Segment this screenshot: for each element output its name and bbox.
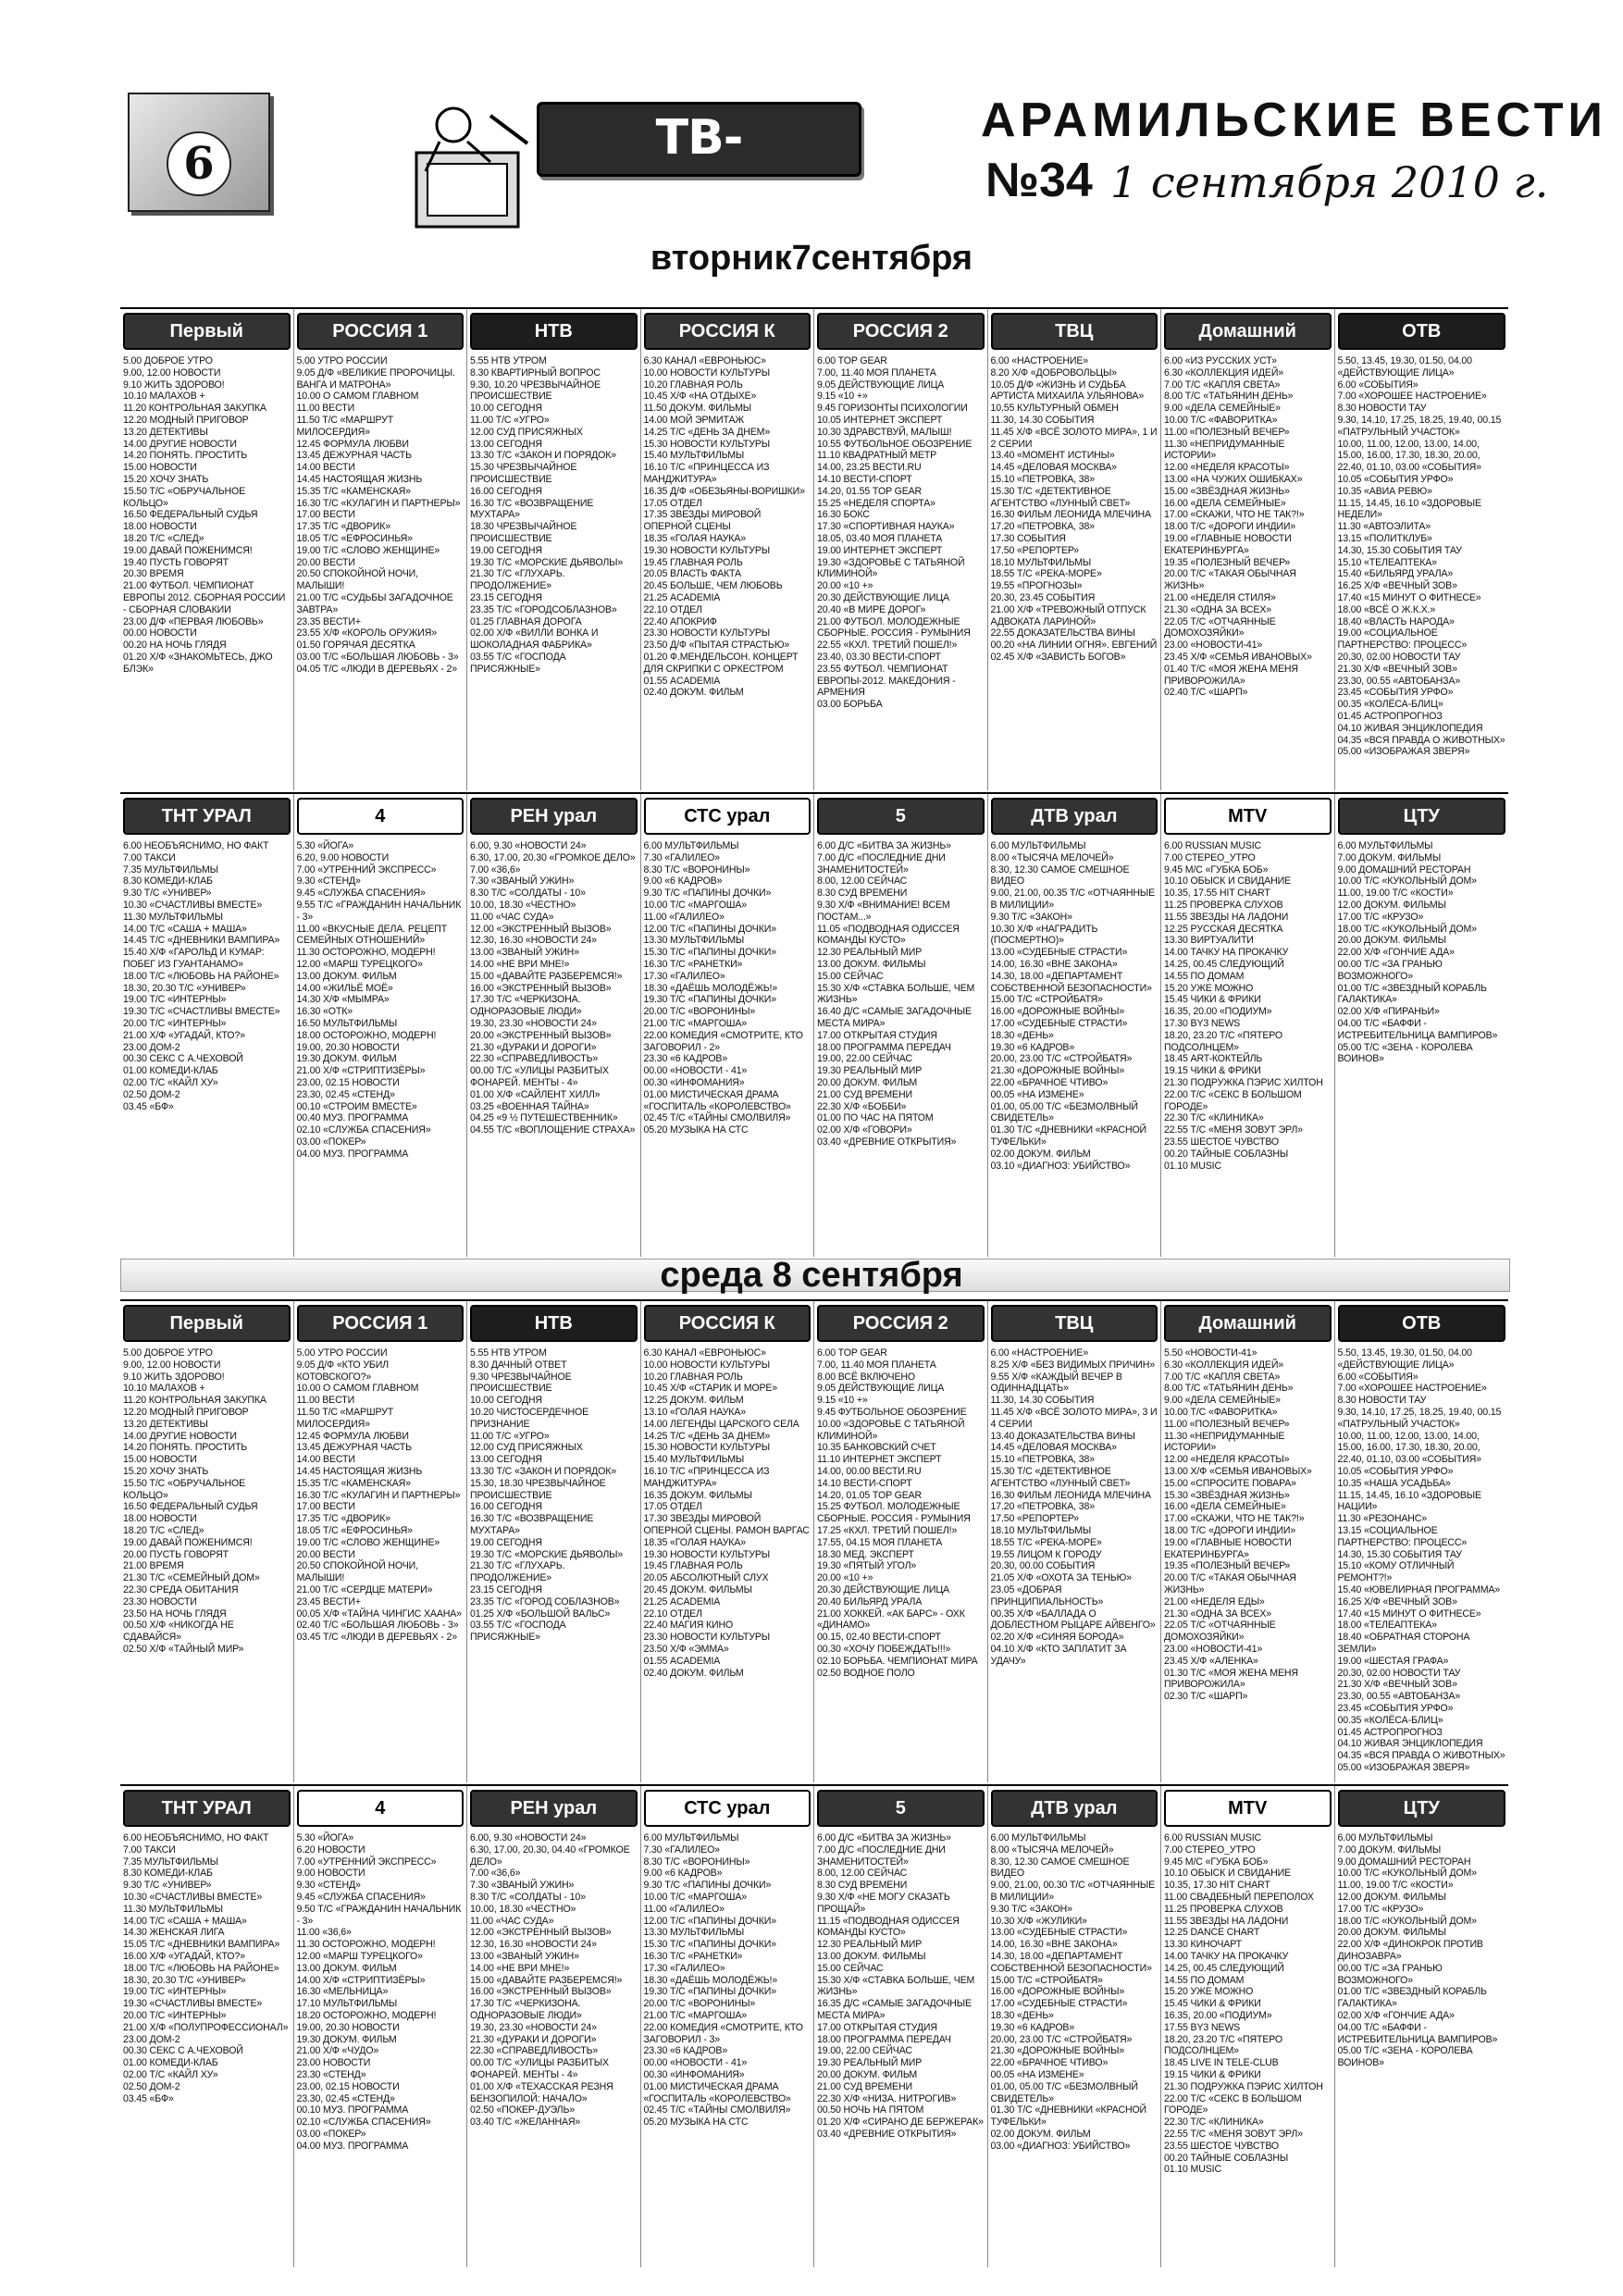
channel-column (988, 794, 1162, 1257)
channel-column (641, 309, 815, 790)
program-list: 6.00 «ИЗ РУССКИХ УСТ» 6.30 «КОЛЛЕКЦИЯ ИДЕЙ» 7.00 Т/С «КАПЛЯ СВЕТА» 8.00 Т/С «ТАТЬЯНИН ДЕНЬ» 9.00 «ДЕЛА СЕМЕЙНЫЕ» 10.00 Т/С «ФАВОРИТКА» 11.00 «ПОЛЕЗНЫЙ ВЕЧЕР» 11.30 «НЕПРИДУМАННЫЕ ИСТОРИИ» 12.00 «НЕДЕЛЯ КРАСОТЫ» 13.00 «НА ЧУЖИХ ОШИБКАХ» 15.00 «ЗВЁЗДНАЯ ЖИЗНЬ» 16.00 «ДЕЛА СЕМЕЙНЫЕ» 17.00 «СКАЖИ, ЧТО НЕ ТАК?!» 18.00 Т/С «ДОРОГИ ИНДИИ» 19.00 «ГЛАВНЫЕ НОВОСТИ ЕКАТЕРИНБУРГА» 19.35 «ПОЛЕЗНЫЙ ВЕЧЕР» 20.00 Т/С «ТАКАЯ ОБЫЧНАЯ ЖИЗНЬ» 21.00 «НЕДЕЛЯ СТИЛЯ» 21.30 «ОДНА ЗА ВСЕХ» 22.05 Т/С «ОТЧАЯННЫЕ ДОМОХОЗЯЙКИ» 23.00 «НОВОСТИ-41» 23.45 Х/Ф «СЕМЬЯ ИВАНОВЫХ» 01.40 Т/С «МОЯ ЖЕНА МЕНЯ ПРИВОРОЖИЛА» 02.40 Т/С «ШАРП» (1164, 355, 1312, 699)
channel-column (1161, 1301, 1335, 1782)
program-list: 6.00 RUSSIAN MUSIC 7.00 СТЕРЕО_УТРО 9.45 М/С «ГУБКА БОБ» 10.10 ОБЫСК И СВИДАНИЕ 10.35, 17.55 HIT CHART 11.25 ПРОВЕРКА СЛУХОВ 11.55 ЗВЕЗДЫ НА ЛАДОНИ 12.25 РУССКАЯ ДЕСЯТКА 13.30 ВИРТУАЛИТИ 14.00 ТАЧКУ НА ПРОКАЧКУ 14.25, 00.45 СЛЕДУЮЩИЙ 14.55 ПО ДОМАМ 15.20 УЖЕ МОЖНО 15.45 ЧИКИ & ФРИКИ 16.35, 20.00 «ПОДИУМ» 17.30 BY3 NEWS 18.20, 23.20 Т/С «ПЯТЕРО ПОДСОЛНЦЕМ» 18.45 ART-КОКТЕЙЛЬ 19.15 ЧИКИ & ФРИКИ 21.30 ПОДРУЖКА ПЭРИС ХИЛТОН 22.00 Т/С «СЕКС В БОЛЬШОМ ГОРОДЕ» 22.30 Т/С «КЛИНИКА» 22.55 Т/С «МЕНЯ ЗОВУТ ЭРЛ» 23.55 ШЕСТОЕ ЧУВСТВО 00.20 ТАЙНЫЕ СОБЛАЗНЫ 01.10 MUSIC (1164, 840, 1323, 1172)
schedule-grid-bottom (120, 1784, 1508, 2267)
program-list: 5.50, 13.45, 19.30, 01.50, 04.00 «ДЕЙСТВУЮЩИЕ ЛИЦА» 6.00 «СОБЫТИЯ» 7.00 «ХОРОШЕЕ НАСТРОЕНИЕ» 8.30 НОВОСТИ ТАУ 9.30, 14.10, 17.25, 18.25, 19.40, 00.15 «ПАТРУЛЬНЫЙ УЧАСТОК» 10.00, 11.00, 12.00, 13.00, 14.00, 15.00, 16.00, 17.30, 18.30, 20.00, 22.40, 01.10, 03.00 «СОБЫТИЯ» 10.05 «СОБЫТИЯ УРФО» 10.35 «АВИА РЕВЮ» 11.15, 14.45, 16.10 «ЗДОРОВЫЕ НЕДЕЛИ» 11.30 «АВТОЭЛИТА» 13.15 «ПОЛИТКЛУБ» 14.30, 15.30 СОБЫТИЯ ТАУ 15.10 «ТЕЛЕАПТЕКА» 15.40 «БИЛЬЯРД УРАЛА» 16.25 Х/Ф «ВЕЧНЫЙ ЗОВ» 17.40 «15 МИНУТ О ФИТНЕСЕ» 18.00 «ВСЁ О Ж.К.Х.» 18.40 «ВЛАСТЬ НАРОДА» 19.00 «СОЦИАЛЬНОЕ ПАРТНЕРСТВО: ПРОЦЕСС» 20.30, 02.00 НОВОСТИ ТАУ 21.30 Х/Ф «ВЕЧНЫЙ ЗОВ» 23.30, 00.55 «АВТОБАНЗА» 23.45 «СОБЫТИЯ УРФО» 00.35 «КОЛЁСА-БЛИЦ» 01.45 АСТРОПРОГНОЗ 04.10 ЖИВАЯ ЭНЦИКЛОПЕДИЯ 04.35 «ВСЯ ПРАВДА О ЖИВОТНЫХ» 05.00 «ИЗОБРАЖАЯ ЗВЕРЯ» (1337, 355, 1505, 758)
channel-logo: НТВ (470, 1305, 638, 1342)
schedule-grid-top (120, 1299, 1508, 1782)
program-list: 6.00 Д/С «БИТВА ЗА ЖИЗНЬ» 7.00 Д/С «ПОСЛЕДНИЕ ДНИ ЗНАМЕНИТОСТЕЙ» 8.00, 12.00 СЕЙЧАС 8.30 СУД ВРЕМЕНИ 9.30 Х/Ф «ВНИМАНИЕ! ВСЕМ ПОСТАМ...» 11.05 «ПОДВОДНАЯ ОДИССЕЯ КОМАНДЫ КУСТО» 12.30 РЕАЛЬНЫЙ МИР 13.00 ДОКУМ. ФИЛЬМЫ 15.00 СЕЙЧАС 15.30 Х/Ф «СТАВКА БОЛЬШЕ, ЧЕМ ЖИЗНЬ» 16.40 Д/С «САМЫЕ ЗАГАДОЧНЫЕ МЕСТА МИРА» 17.00 ОТКРЫТАЯ СТУДИЯ 18.00 ПРОГРАММА ПЕРЕДАЧ 19.00, 22.00 СЕЙЧАС 19.30 РЕАЛЬНЫЙ МИР 20.00 ДОКУМ. ФИЛЬМ 21.00 СУД ВРЕМЕНИ 22.30 Х/Ф «БОББИ» 01.00 ПО ЧАС НА ПЯТОМ 02.00 Х/Ф «ГОВОРИ» 03.40 «ДРЕВНИЕ ОТКРЫТИЯ» (817, 840, 975, 1148)
channel-logo: MTV (1164, 1790, 1332, 1827)
channel-column (988, 1786, 1162, 2267)
page-number: 6 (167, 131, 231, 196)
program-list: 6.00 RUSSIAN MUSIC 7.00 СТЕРЕО_УТРО 9.45 М/С «ГУБКА БОБ» 10.10 ОБЫСК И СВИДАНИЕ 10.35, 17.30 HIT CHART 11.00 СВАДЕБНЫЙ ПЕРЕПОЛОХ 11.25 ПРОВЕРКА СЛУХОВ 11.55 ЗВЕЗДЫ НА ЛАДОНИ 12.25 DANCE CHART 13.30 КИНОЧАРТ 14.00 ТАЧКУ НА ПРОКАЧКУ 14.25, 00.45 СЛЕДУЮЩИЙ 14.55 ПО ДОМАМ 15.20 УЖЕ МОЖНО 15.45 ЧИКИ & ФРИКИ 16.35, 20.00 «ПОДИУМ» 17.55 BY3 NEWS 18.20, 23.20 Т/С «ПЯТЕРО ПОДСОЛНЦЕМ» 18.45 LIVE IN TELE-CLUB 19.15 ЧИКИ & ФРИКИ 21.30 ПОДРУЖКА ПЭРИС ХИЛТОН 22.00 Т/С «СЕКС В БОЛЬШОМ ГОРОДЕ» 22.30 Т/С «КЛИНИКА» 22.55 Т/С «МЕНЯ ЗОВУТ ЭРЛ» 23.55 ШЕСТОЕ ЧУВСТВО 00.20 ТАЙНЫЕ СОБЛАЗНЫ 01.10 MUSIC (1164, 1832, 1323, 2176)
channel-logo: ЦТУ (1338, 1790, 1506, 1827)
channel-column (641, 794, 815, 1257)
channel-column (1161, 1786, 1335, 2267)
channel-logo: СТС урал (644, 1790, 812, 1827)
program-list: 6.00, 9.30 «НОВОСТИ 24» 6.30, 17.00, 20.30 «ГРОМКОЕ ДЕЛО» 7.00 «36,6» 7.30 «ЗВАНЫЙ УЖИН» 8.30 Т/С «СОЛДАТЫ - 10» 10.00, 18.30 «ЧЕСТНО» 11.00 «ЧАС СУДА» 12.00 «ЭКСТРЕННЫЙ ВЫЗОВ» 12.30, 16.30 «НОВОСТИ 24» 13.00 «ЗВАНЫЙ УЖИН» 14.00 «НЕ ВРИ МНЕ!» 15.00 «ДАВАЙТЕ РАЗБЕРЕМСЯ!» 16.00 «ЭКСТРЕННЫЙ ВЫЗОВ» 17.30 Т/С «ЧЕРКИЗОНА. ОДНОРАЗОВЫЕ ЛЮДИ» 19.30, 23.30 «НОВОСТИ 24» 20.00 «ЭКСТРЕННЫЙ ВЫЗОВ» 21.30 «ДУРАКИ И ДОРОГИ» 22.30 «СПРАВЕДЛИВОСТЬ» 00.00 Т/С «УЛИЦЫ РАЗБИТЫХ ФОНАРЕЙ. МЕНТЫ - 4» 01.00 Х/Ф «САЙЛЕНТ ХИЛЛ» 03.25 «ВОЕННАЯ ТАЙНА» 04.25 «9 ½ ПУТЕШЕСТВЕННИК» 04.55 Т/С «ВОПЛОЩЕНИЕ СТРАХА» (470, 840, 636, 1136)
program-list: 5.30 «ЙОГА» 6.20, 9.00 НОВОСТИ 7.00 «УТРЕННИЙ ЭКСПРЕСС» 9.30 «СТЕНД» 9.45 «СЛУЖБА СПАСЕНИЯ» 9.55 Т/С «ГРАЖДАНИН НАЧАЛЬНИК - 3» 11.00 «ВКУСНЫЕ ДЕЛА. РЕЦЕПТ СЕМЕЙНЫХ ОТНОШЕНИЙ» 11.30 ОСТОРОЖНО, МОДЕРН! 12.00 «МАРШ ТУРЕЦКОГО» 13.00 ДОКУМ. ФИЛЬМ 14.00 «ЖИЛЬЁ МОЁ» 14.30 Х/Ф «МЫМРА» 16.30 «ОТК» 16.50 МУЛЬТФИЛЬМЫ 18.00 ОСТОРОЖНО, МОДЕРН! 19.00, 20.30 НОВОСТИ 19.30 ДОКУМ. ФИЛЬМ 21.00 Х/Ф «СТРИПТИЗЁРЫ» 23.00, 02.15 НОВОСТИ 23.30, 02.45 «СТЕНД» 00.10 «СТРОИМ ВМЕСТЕ» 00.40 МУЗ. ПРОГРАММА 02.10 «СЛУЖБА СПАСЕНИЯ» 03.00 «ПОКЕР» 04.00 МУЗ. ПРОГРАММА (296, 840, 462, 1160)
channel-logo: Первый (123, 313, 291, 350)
channel-logo: ДТВ урал (991, 798, 1158, 835)
channel-column (294, 794, 468, 1257)
channel-logo: РЕН урал (470, 1790, 638, 1827)
channel-logo: ЦТУ (1338, 798, 1506, 835)
channel-column (814, 309, 988, 790)
channel-logo: MTV (1164, 798, 1332, 835)
channel-logo: СТС урал (644, 798, 812, 835)
channel-column (641, 1786, 815, 2267)
channel-logo: 4 (297, 798, 465, 835)
channel-column (1335, 1301, 1509, 1782)
channel-column (467, 1301, 641, 1782)
channel-column (467, 309, 641, 790)
channel-logo: РОССИЯ К (644, 1305, 812, 1342)
program-list: 5.50, 13.45, 19.30, 01.50, 04.00 «ДЕЙСТВУЮЩИЕ ЛИЦА» 6.00 «СОБЫТИЯ» 7.00 «ХОРОШЕЕ НАСТРОЕНИЕ» 8.30 НОВОСТИ ТАУ 9.30, 14.10, 17.25, 18.25, 19.40, 00.15 «ПАТРУЛЬНЫЙ УЧАСТОК» 10.00, 11.00, 12.00, 13.00, 14.00, 15.00, 16.00, 17.30, 18.30, 20.00, 22.40, 01.10, 03.00 «СОБЫТИЯ» 10.05 «СОБЫТИЯ УРФО» 10.35 «НАША УСАДЬБА» 11.15, 14.45, 16.10 «ЗДОРОВЫЕ НАЦИИ» 11.30 «РЕЗОНАНС» 13.15 «СОЦИАЛЬНОЕ ПАРТНЕРСТВО: ПРОЦЕСС» 14.30, 15.30 СОБЫТИЯ ТАУ 15.10 «КОМУ ОТЛИЧНЫЙ РЕМОНТ?!» 15.40 «ЮВЕЛИРНАЯ ПРОГРАММА» 16.25 Х/Ф «ВЕЧНЫЙ ЗОВ» 17.40 «15 МИНУТ О ФИТНЕСЕ» 18.00 «ТЕЛЕАПТЕКА» 18.40 «ОБРАТНАЯ СТОРОНА ЗЕМЛИ» 19.00 «ШЕСТАЯ ГРАФА» 20.30, 02.00 НОВОСТИ ТАУ 21.30 Х/Ф «ВЕЧНЫЙ ЗОВ» 23.30, 00.55 «АВТОБАНЗА» 23.45 «СОБЫТИЯ УРФО» 00.35 «КОЛЁСА-БЛИЦ» 01.45 АСТРОПРОГНОЗ 04.10 ЖИВАЯ ЭНЦИКЛОПЕДИЯ 04.35 «ВСЯ ПРАВДА О ЖИВОТНЫХ» 05.00 «ИЗОБРАЖАЯ ЗВЕРЯ» (1337, 1347, 1505, 1773)
program-list: 6.30 КАНАЛ «ЕВРОНЬЮС» 10.00 НОВОСТИ КУЛЬТУРЫ 10.20 ГЛАВНАЯ РОЛЬ 10.45 Х/Ф «СТАРИК И МОРЕ» 12.25 ДОКУМ. ФИЛЬМ 13.10 «ГОЛАЯ НАУКА» 14.00 ЛЕГЕНДЫ ЦАРСКОГО СЕЛА 14.25 Т/С «ДЕНЬ ЗА ДНЕМ» 15.30 НОВОСТИ КУЛЬТУРЫ 15.40 МУЛЬТФИЛЬМЫ 16.10 Т/С «ПРИНЦЕССА ИЗ МАНДЖИТУРА» 16.35 ДОКУМ. ФИЛЬМЫ 17.05 ОТДЕЛ 17.30 ЗВЕЗДЫ МИРОВОЙ ОПЕРНОЙ СЦЕНЫ. РАМОН ВАРГАС 18.35 «ГОЛАЯ НАУКА» 19.30 НОВОСТИ КУЛЬТУРЫ 19.45 ГЛАВНАЯ РОЛЬ 20.05 АБСОЛЮТНЫЙ СЛУХ 20.45 ДОКУМ. ФИЛЬМЫ 21.25 ACADEMIA 22.10 ОТДЕЛ 22.40 МАГИЯ КИНО 23.30 НОВОСТИ КУЛЬТУРЫ 23.50 Х/Ф «ЭММА» 01.55 ACADEMIA 02.40 ДОКУМ. ФИЛЬМ (643, 1347, 810, 1679)
day-title: среда 8 сентября (660, 1256, 963, 1295)
program-list: 6.00 МУЛЬТФИЛЬМЫ 7.30 «ГАЛИЛЕО» 8.30 Т/С «ВОРОНИНЫ» 9.00 «6 КАДРОВ» 9.30 Т/С «ПАПИНЫ ДОЧКИ» 10.00 Т/С «МАРГОША» 11.00 «ГАЛИЛЕО» 12.00 Т/С «ПАПИНЫ ДОЧКИ» 13.30 МУЛЬТФИЛЬМЫ 15.30 Т/С «ПАПИНЫ ДОЧКИ» 16.30 Т/С «РАНЕТКИ» 17.30 «ГАЛИЛЕО» 18.30 «ДАЁШЬ МОЛОДЁЖЬ!» 19.30 Т/С «ПАПИНЫ ДОЧКИ» 20.00 Т/С «ВОРОНИНЫ» 21.00 Т/С «МАРГОША» 22.00 КОМЕДИЯ «СМОТРИТЕ, КТО ЗАГОВОРИЛ - 3» 23.30 «6 КАДРОВ» 00.00 «НОВОСТИ - 41» 00.30 «ИНФОМАНИЯ» 01.00 МИСТИЧЕСКАЯ ДРАМА «ГОСПИТАЛЬ «КОРОЛЕВСТВО» 02.45 Т/С «ТАЙНЫ СМОЛВИЛЯ» 05.20 МУЗЫКА НА СТС (643, 1832, 803, 2128)
program-list: 5.55 НТВ УТРОМ 8.30 КВАРТИРНЫЙ ВОПРОС 9.30, 10.20 ЧРЕЗВЫЧАЙНОЕ ПРОИСШЕСТВИЕ 10.00 СЕГОДНЯ 11.00 Т/С «УГРО» 12.00 СУД ПРИСЯЖНЫХ 13.00 СЕГОДНЯ 13.30 Т/С «ЗАКОН И ПОРЯДОК» 15.30 ЧРЕЗВЫЧАЙНОЕ ПРОИСШЕСТВИЕ 16.00 СЕГОДНЯ 16.30 Т/С «ВОЗВРАЩЕНИЕ МУХТАРА» 18.30 ЧРЕЗВЫЧАЙНОЕ ПРОИСШЕСТВИЕ 19.00 СЕГОДНЯ 19.30 Т/С «МОРСКИЕ ДЬЯВОЛЫ» 21.30 Т/С «ГЛУХАРЬ. ПРОДОЛЖЕНИЕ» 23.15 СЕГОДНЯ 23.35 Т/С «ГОРОДСОБЛАЗНОВ» 01.25 ГЛАВНАЯ ДОРОГА 02.00 Х/Ф «ВИЛЛИ ВОНКА И ШОКОЛАДНАЯ ФАБРИКА» 03.55 Т/С «ГОСПОДА ПРИСЯЖНЫЕ» (470, 355, 624, 675)
channel-logo: Домашний (1164, 313, 1332, 350)
channel-column (641, 1301, 815, 1782)
program-list: 6.00 МУЛЬТФИЛЬМЫ 8.00 «ТЫСЯЧА МЕЛОЧЕЙ» 8.30, 12.30 САМОЕ СМЕШНОЕ ВИДЕО 9.00, 21.00, 00.30 Т/С «ОТЧАЯННЫЕ В МИЛИЦИИ» 9.30 Т/С «ЗАКОН» 10.30 Х/Ф «ЖУЛИКИ» 13.00 «СУДЕБНЫЕ СТРАСТИ» 14.00, 16.30 «ВНЕ ЗАКОНА» 14.30, 18.00 «ДЕПАРТАМЕНТ СОБСТВЕННОЙ БЕЗОПАСНОСТИ» 15.00 Т/С «СТРОЙБАТЯ» 16.00 «ДОРОЖНЫЕ ВОЙНЫ» 17.00 «СУДЕБНЫЕ СТРАСТИ» 18.30 «ДЕНЬ» 19.30 «6 КАДРОВ» 20.00, 23.00 Т/С «СТРОЙБАТЯ» 21.30 «ДОРОЖНЫЕ ВОЙНЫ» 22.00 «БРАЧНОЕ ЧТИВО» 00.05 «НА ИЗМЕНЕ» 01.00, 05.00 Т/С «БЕЗМОЛВНЫЙ СВИДЕТЕЛЬ» 01.30 Т/С «ДНЕВНИКИ «КРАСНОЙ ТУФЕЛЬКИ» 02.00 ДОКУМ. ФИЛЬМ 03.00 «ДИАГНОЗ: УБИЙСТВО» (990, 1832, 1156, 2152)
channel-logo: 5 (817, 798, 985, 835)
program-list: 5.55 НТВ УТРОМ 8.30 ДАЧНЫЙ ОТВЕТ 9.30 ЧРЕЗВЫЧАЙНОЕ ПРОИСШЕСТВИЕ 10.00 СЕГОДНЯ 10.20 ЧИСТОСЕРДЕЧНОЕ ПРИЗНАНИЕ 11.00 Т/С «УГРО» 12.00 СУД ПРИСЯЖНЫХ 13.00 СЕГОДНЯ 13.30 Т/С «ЗАКОН И ПОРЯДОК» 15.30, 18.30 ЧРЕЗВЫЧАЙНОЕ ПРОИСШЕСТВИЕ 16.00 СЕГОДНЯ 16.30 Т/С «ВОЗВРАЩЕНИЕ МУХТАРА» 19.00 СЕГОДНЯ 19.30 Т/С «МОРСКИЕ ДЬЯВОЛЫ» 21.30 Т/С «ГЛУХАРЬ. ПРОДОЛЖЕНИЕ» 23.15 СЕГОДНЯ 23.35 Т/С «ГОРОД СОБЛАЗНОВ» 01.25 Х/Ф «БОЛЬШОЙ ВАЛЬС» 03.55 Т/С «ГОСПОДА ПРИСЯЖНЫЕ» (470, 1347, 624, 1644)
channel-column (467, 794, 641, 1257)
channel-column (120, 794, 294, 1257)
tv-illustration-icon (398, 97, 546, 236)
channel-column (814, 1301, 988, 1782)
channel-column (120, 1786, 294, 2267)
channel-column (120, 309, 294, 790)
channel-logo: НТВ (470, 313, 638, 350)
channel-logo: ОТВ (1338, 313, 1506, 350)
channel-logo: РОССИЯ 2 (817, 313, 985, 350)
channel-column (294, 1301, 468, 1782)
issue-number: №34 (985, 154, 1093, 207)
program-list: 5.00 УТРО РОССИИ 9.05 Д/Ф «КТО УБИЛ КОТОВСКОГО?» 10.00 О САМОМ ГЛАВНОМ 11.00 ВЕСТИ 11.50 Т/С «МАРШРУТ МИЛОСЕРДИЯ» 12.45 ФОРМУЛА ЛЮБВИ 13.45 ДЕЖУРНАЯ ЧАСТЬ 14.00 ВЕСТИ 14.45 НАСТОЯЩАЯ ЖИЗНЬ 15.35 Т/С «КАМЕНСКАЯ» 16.30 Т/С «КУЛАГИН И ПАРТНЕРЫ» 17.00 ВЕСТИ 17.35 Т/С «ДВОРИК» 18.05 Т/С «ЕФРОСИНЬЯ» 19.00 Т/С «СЛОВО ЖЕНЩИНЕ» 20.00 ВЕСТИ 20.50 СПОКОЙНОЙ НОЧИ, МАЛЫШИ! 21.00 Т/С «СЕРДЦЕ МАТЕРИ» 23.45 ВЕСТИ+ 00.05 Х/Ф «ТАЙНА ЧИНГИС ХААНА» 02.40 Т/С «БОЛЬШАЯ ЛЮБОВЬ - 3» 03.45 Т/С «ЛЮДИ В ДЕРЕВЬЯХ - 2» (296, 1347, 462, 1644)
channel-column (814, 1786, 988, 2267)
program-list: 6.00 МУЛЬТФИЛЬМЫ 7.30 «ГАЛИЛЕО» 8.30 Т/С «ВОРОНИНЫ» 9.00 «6 КАДРОВ» 9.30 Т/С «ПАПИНЫ ДОЧКИ» 10.00 Т/С «МАРГОША» 11.00 «ГАЛИЛЕО» 12.00 Т/С «ПАПИНЫ ДОЧКИ» 13.30 МУЛЬТФИЛЬМЫ 15.30 Т/С «ПАПИНЫ ДОЧКИ» 16.30 Т/С «РАНЕТКИ» 17.30 «ГАЛИЛЕО» 18.30 «ДАЁШЬ МОЛОДЁЖЬ!» 19.30 Т/С «ПАПИНЫ ДОЧКИ» 20.00 Т/С «ВОРОНИНЫ» 21.00 Т/С «МАРГОША» 22.00 КОМЕДИЯ «СМОТРИТЕ, КТО ЗАГОВОРИЛ - 2» 23.30 «6 КАДРОВ» 00.00 «НОВОСТИ - 41» 00.30 «ИНФОМАНИЯ» 01.00 МИСТИЧЕСКАЯ ДРАМА «ГОСПИТАЛЬ «КОРОЛЕВСТВО» 02.45 Т/С «ТАЙНЫ СМОЛВИЛЯ» 05.20 МУЗЫКА НА СТС (643, 840, 803, 1136)
program-list: 6.00 TOP GEAR 7.00, 11.40 МОЯ ПЛАНЕТА 9.05 ДЕЙСТВУЮЩИЕ ЛИЦА 9.15 «10 +» 9.45 ГОРИЗОНТЫ ПСИХОЛОГИИ 10.05 ИНТЕРНЕТ ЭКСПЕРТ 10.30 ЗДРАВСТВУЙ, МАЛЫШ! 10.55 ФУТБОЛЬНОЕ ОБОЗРЕНИЕ 11.10 КВАДРАТНЫЙ МЕТР 14.00, 23.25 ВЕСТИ.RU 14.10 ВЕСТИ-СПОРТ 14.20, 01.55 TOP GEAR 15.25 «НЕДЕЛЯ СПОРТА» 16.30 БОКС 17.30 «СПОРТИВНАЯ НАУКА» 18.05, 03.40 МОЯ ПЛАНЕТА 19.00 ИНТЕРНЕТ ЭКСПЕРТ 19.30 «ЗДОРОВЬЕ С ТАТЬЯНОЙ КЛИМИНОЙ» 20.00 «10 +» 20.30 ДЕЙСТВУЮЩИЕ ЛИЦА 20.40 «В МИРЕ ДОРОГ» 21.00 ФУТБОЛ. МОЛОДЕЖНЫЕ СБОРНЫЕ. РОССИЯ - РУМЫНИЯ 22.55 «КХЛ. ТРЕТИЙ ПОШЕЛ!» 23.40, 03.30 ВЕСТИ-СПОРТ 23.55 ФУТБОЛ. ЧЕМПИОНАТ ЕВРОПЫ-2012. МАКЕДОНИЯ - АРМЕНИЯ 03.00 БОРЬБА (817, 355, 973, 711)
program-list: 5.00 УТРО РОССИИ 9.05 Д/Ф «ВЕЛИКИЕ ПРОРОЧИЦЫ. ВАНГА И МАТРОНА» 10.00 О САМОМ ГЛАВНОМ 11.00 ВЕСТИ 11.50 Т/С «МАРШРУТ МИЛОСЕРДИЯ» 12.45 ФОРМУЛА ЛЮБВИ 13.45 ДЕЖУРНАЯ ЧАСТЬ 14.00 ВЕСТИ 14.45 НАСТОЯЩАЯ ЖИЗНЬ 15.35 Т/С «КАМЕНСКАЯ» 16.30 Т/С «КУЛАГИН И ПАРТНЕРЫ» 17.00 ВЕСТИ 17.35 Т/С «ДВОРИК» 18.05 Т/С «ЕФРОСИНЬЯ» 19.00 Т/С «СЛОВО ЖЕНЩИНЕ» 20.00 ВЕСТИ 20.50 СПОКОЙНОЙ НОЧИ, МАЛЫШИ! 21.00 Т/С «СУДЬБЫ ЗАГАДОЧНОЕ ЗАВТРА» 23.35 ВЕСТИ+ 23.55 Х/Ф «КОРОЛЬ ОРУЖИЯ» 01.50 ГОРЯЧАЯ ДЕСЯТКА 03.00 Т/С «БОЛЬШАЯ ЛЮБОВЬ - 3» 04.05 Т/С «ЛЮДИ В ДЕРЕВЬЯХ - 2» (296, 355, 461, 675)
program-list: 6.00 TOP GEAR 7.00, 11.40 МОЯ ПЛАНЕТА 8.00 ВСЁ ВКЛЮЧЕНО 9.05 ДЕЙСТВУЮЩИЕ ЛИЦА 9.15 «10 +» 9.45 ФУТБОЛЬНОЕ ОБОЗРЕНИЕ 10.00 «ЗДОРОВЬЕ С ТАТЬЯНОЙ КЛИМИНОЙ» 10.35 БАНКОВСКИЙ СЧЕТ 11.10 ИНТЕРНЕТ ЭКСПЕРТ 14.00, 00.00 ВЕСТИ.RU 14.10 ВЕСТИ-СПОРТ 14.20, 01.05 TOP GEAR 15.25 ФУТБОЛ. МОЛОДЕЖНЫЕ СБОРНЫЕ. РОССИЯ - РУМЫНИЯ 17.25 «КХЛ. ТРЕТИЙ ПОШЕЛ!» 17.55, 04.15 МОЯ ПЛАНЕТА 18.30 МЕД. ЭКСПЕРТ 19.30 «ПЯТЫЙ УГОЛ» 20.00 «10 +» 20.30 ДЕЙСТВУЮЩИЕ ЛИЦА 20.40 БИЛЬЯРД УРАЛА 21.00 ХОККЕЙ. «АК БАРС» - ОХК «ДИНАМО» 00.15, 02.40 ВЕСТИ-СПОРТ 00.30 «ХОЧУ ПОБЕЖДАТЬ!!!» 02.10 БОРЬБА. ЧЕМПИОНАТ МИРА 02.50 ВОДНОЕ ПОЛО (817, 1347, 978, 1679)
channel-column (1161, 794, 1335, 1257)
program-list: 6.00 НЕОБЪЯСНИМО, НО ФАКТ 7.00 ТАКСИ 7.35 МУЛЬТФИЛЬМЫ 8.30 КОМЕДИ-КЛАБ 9.30 Т/С «УНИВЕР» 10.30 «СЧАСТЛИВЫ ВМЕСТЕ» 11.30 МУЛЬТФИЛЬМЫ 14.00 Т/С «САША + МАША» 14.45 Т/С «ДНЕВНИКИ ВАМПИРА» 15.40 Х/Ф «ГАРОЛЬД И КУМАР: ПОБЕГ ИЗ ГУАНТАНАМО» 18.00 Т/С «ЛЮБОВЬ НА РАЙОНЕ» 18.30, 20.30 Т/С «УНИВЕР» 19.00 Т/С «ИНТЕРНЫ» 19.30 Т/С «СЧАСТЛИВЫ ВМЕСТЕ» 20.00 Т/С «ИНТЕРНЫ» 21.00 Х/Ф «УГАДАЙ, КТО?» 23.00 ДОМ-2 00.30 СЕКС С А.ЧЕХОВОЙ 01.00 КОМЕДИ-КЛАБ 02.00 Т/С «КАЙЛ ХУ» 02.50 ДОМ-2 03.45 «БФ» (123, 840, 280, 1112)
program-list: 5.30 «ЙОГА» 6.20 НОВОСТИ 7.00 «УТРЕННИЙ ЭКСПРЕСС» 9.00 НОВОСТИ 9.30 «СТЕНД» 9.45 «СЛУЖБА СПАСЕНИЯ» 9.50 Т/С «ГРАЖДАНИН НАЧАЛЬНИК - 3» 11.00 «36,6» 11.30 ОСТОРОЖНО, МОДЕРН! 12.00 «МАРШ ТУРЕЦКОГО» 13.00 ДОКУМ. ФИЛЬМ 14.00 Х/Ф «СТРИПТИЗЁРЫ» 16.30 «МЕЛЬНИЦА» 17.10 МУЛЬТФИЛЬМЫ 18.20 ОСТОРОЖНО, МОДЕРН! 19.00, 20.30 НОВОСТИ 19.30 ДОКУМ. ФИЛЬМ 21.00 Х/Ф «ЧУДО» 23.00 НОВОСТИ 23.30 «СТЕНД» 23.00, 02.15 НОВОСТИ 23.30, 02.45 «СТЕНД» 00.10 МУЗ. ПРОГРАММА 02.10 «СЛУЖБА СПАСЕНИЯ» 03.00 «ПОКЕР» 04.00 МУЗ. ПРОГРАММА (296, 1832, 462, 2152)
day-title: вторник7сентября (650, 239, 973, 278)
channel-logo: РОССИЯ К (644, 313, 812, 350)
newspaper-name: АРАМИЛЬСКИЕ ВЕСТИ (981, 93, 1607, 147)
program-list: 6.00 МУЛЬТФИЛЬМЫ 7.00 ДОКУМ. ФИЛЬМЫ 9.00 ДОМАШНИЙ РЕСТОРАН 10.00 Т/С «КУКОЛЬНЫЙ ДОМ» 11.00, 19.00 Т/С «КОСТИ» 12.00 ДОКУМ. ФИЛЬМЫ 17.00 Т/С «КРУЗО» 18.00 Т/С «КУКОЛЬНЫЙ ДОМ» 20.00 ДОКУМ. ФИЛЬМЫ 22.00 Х/Ф «ГОНЧИЕ АДА» 00.00 Т/С «ЗА ГРАНЬЮ ВОЗМОЖНОГО» 01.00 Т/С «ЗВЕЗДНЫЙ КОРАБЛЬ ГАЛАКТИКА» 02.00 Х/Ф «ПИРАНЬИ» 04.00 Т/С «БАФФИ - ИСТРЕБИТЕЛЬНИЦА ВАМПИРОВ» 05.00 Т/С «ЗЕНА - КОРОЛЕВА ВОИНОВ» (1337, 840, 1498, 1065)
channel-logo: ТВЦ (991, 1305, 1158, 1342)
channel-logo: ТНТ УРАЛ (123, 798, 291, 835)
program-list: 6.00 МУЛЬТФИЛЬМЫ 8.00 «ТЫСЯЧА МЕЛОЧЕЙ» 8.30, 12.30 САМОЕ СМЕШНОЕ ВИДЕО 9.00, 21.00, 00.35 Т/С «ОТЧАЯННЫЕ В МИЛИЦИИ» 9.30 Т/С «ЗАКОН» 10.30 Х/Ф «НАГРАДИТЬ (ПОСМЕРТНО)» 13.00 «СУДЕБНЫЕ СТРАСТИ» 14.00, 16.30 «ВНЕ ЗАКОНА» 14.30, 18.00 «ДЕПАРТАМЕНТ СОБСТВЕННОЙ БЕЗОПАСНОСТИ» 15.00 Т/С «СТРОЙБАТЯ» 16.00 «ДОРОЖНЫЕ ВОЙНЫ» 17.00 «СУДЕБНЫЕ СТРАСТИ» 18.30 «ДЕНЬ» 19.30 «6 КАДРОВ» 20.00, 23.00 Т/С «СТРОЙБАТЯ» 21.30 «ДОРОЖНЫЕ ВОЙНЫ» 22.00 «БРАЧНОЕ ЧТИВО» 00.05 «НА ИЗМЕНЕ» 01.00, 05.00 Т/С «БЕЗМОЛВНЫЙ СВИДЕТЕЛЬ» 01.30 Т/С «ДНЕВНИКИ «КРАСНОЙ ТУФЕЛЬКИ» 02.00 ДОКУМ. ФИЛЬМ 03.10 «ДИАГНОЗ: УБИЙСТВО» (990, 840, 1156, 1172)
channel-logo: Первый (123, 1305, 291, 1342)
schedule-grid-bottom (120, 792, 1508, 1257)
issue-date: 1 сентября 2010 г. (1110, 157, 1549, 207)
program-list: 6.00 Д/С «БИТВА ЗА ЖИЗНЬ» 7.00 Д/С «ПОСЛЕДНИЕ ДНИ ЗНАМЕНИТОСТЕЙ» 8.00, 12.00 СЕЙЧАС 8.30 СУД ВРЕМЕНИ 9.30 Х/Ф «НЕ МОГУ СКАЗАТЬ ПРОЩАЙ» 11.15 «ПОДВОДНАЯ ОДИССЕЯ КОМАНДЫ КУСТО» 12.30 РЕАЛЬНЫЙ МИР 13.00 ДОКУМ. ФИЛЬМЫ 15.00 СЕЙЧАС 15.30 Х/Ф «СТАВКА БОЛЬШЕ, ЧЕМ ЖИЗНЬ» 16.35 Д/С «САМЫЕ ЗАГАДОЧНЫЕ МЕСТА МИРА» 17.00 ОТКРЫТАЯ СТУДИЯ 18.00 ПРОГРАММА ПЕРЕДАЧ 19.00, 22.00 СЕЙЧАС 19.30 РЕАЛЬНЫЙ МИР 20.00 ДОКУМ. ФИЛЬМ 21.00 СУД ВРЕМЕНИ 22.30 Х/Ф «НИЗА. НИТРОГИВ» 00.50 НОЧЬ НА ПЯТОМ 01.20 Х/Ф «СИРАНО ДЕ БЕРЖЕРАК» 03.40 «ДРЕВНИЕ ОТКРЫТИЯ» (817, 1832, 984, 2140)
channel-column (1335, 309, 1509, 790)
channel-logo: Домашний (1164, 1305, 1332, 1342)
program-list: 6.00 «НАСТРОЕНИЕ» 8.20 Х/Ф «ДОБРОВОЛЬЦЫ» 10.05 Д/Ф «ЖИЗНЬ И СУДЬБА АРТИСТА МИХАИЛА УЛЬЯНОВА» 10.55 КУЛЬТУРНЫЙ ОБМЕН 11.30, 14.30 СОБЫТИЯ 11.45 Х/Ф «ВСЁ ЗОЛОТО МИРА», 1 И 2 СЕРИИ 13.40 «МОМЕНТ ИСТИНЫ» 14.45 «ДЕЛОВАЯ МОСКВА» 15.10 «ПЕТРОВКА, 38» 15.30 Т/С «ДЕТЕКТИВНОЕ АГЕНТСТВО «ЛУННЫЙ СВЕТ» 16.30 ФИЛЬМ ЛЕОНИДА МЛЕЧИНА 17.20 «ПЕТРОВКА, 38» 17.30 СОБЫТИЯ 17.50 «РЕПОРТЕР» 18.10 МУЛЬТФИЛЬМЫ 18.55 Т/С «РЕКА-МОРЕ» 19.55 «ПРОГНОЗЫ» 20.30, 23.45 СОБЫТИЯ 21.00 Х/Ф «ТРЕВОЖНЫЙ ОТПУСК АДВОКАТА ЛАРИНОЙ» 22.55 ДОКАЗАТЕЛЬСТВА ВИНЫ 00.20 «НА ЛИНИИ ОГНЯ». ЕВГЕНИЙ 02.45 Х/Ф «ЗАВИСТЬ БОГОВ» (990, 355, 1158, 663)
channel-column (1335, 1786, 1509, 2267)
program-list: 5.50 «НОВОСТИ-41» 6.30 «КОЛЛЕКЦИЯ ИДЕЙ» 7.00 Т/С «КАПЛЯ СВЕТА» 8.00 Т/С «ТАТЬЯНИН ДЕНЬ» 9.00 «ДЕЛА СЕМЕЙНЫЕ» 10.00 Т/С «ФАВОРИТКА» 11.00 «ПОЛЕЗНЫЙ ВЕЧЕР» 11.30 «НЕПРИДУМАННЫЕ ИСТОРИИ» 12.00 «НЕДЕЛЯ КРАСОТЫ» 13.00 Х/Ф «СЕМЬЯ ИВАНОВЫХ» 15.00 «СПРОСИТЕ ПОВАРА» 15.30 «ЗВЁЗДНАЯ ЖИЗНЬ» 16.00 «ДЕЛА СЕМЕЙНЫЕ» 17.00 «СКАЖИ, ЧТО НЕ ТАК?!» 18.00 Т/С «ДОРОГИ ИНДИИ» 19.00 «ГЛАВНЫЕ НОВОСТИ ЕКАТЕРИНБУРГА» 19.35 «ПОЛЕЗНЫЙ ВЕЧЕР» 20.00 Т/С «ТАКАЯ ОБЫЧНАЯ ЖИЗНЬ» 21.00 «НЕДЕЛЯ ЕДЫ» 21.30 «ОДНА ЗА ВСЕХ» 22.05 Т/С «ОТЧАЯННЫЕ ДОМОХОЗЯЙКИ» 23.00 «НОВОСТИ-41» 23.45 Х/Ф «АЛЕНКА» 01.30 Т/С «МОЯ ЖЕНА МЕНЯ ПРИВОРОЖИЛА» 02.30 Т/С «ШАРП» (1164, 1347, 1312, 1703)
program-list: 6.00 НЕОБЪЯСНИМО, НО ФАКТ 7.00 ТАКСИ 7.35 МУЛЬТФИЛЬМЫ 8.30 КОМЕДИ-КЛАБ 9.30 Т/С «УНИВЕР» 10.30 «СЧАСТЛИВЫ ВМЕСТЕ» 11.30 МУЛЬТФИЛЬМЫ 14.00 Т/С «САША + МАША» 14.30 ЖЕНСКАЯ ЛИГА 15.05 Т/С «ДНЕВНИКИ ВАМПИРА» 16.00 Х/Ф «УГАДАЙ, КТО?» 18.00 Т/С «ЛЮБОВЬ НА РАЙОНЕ» 18.30, 20.30 Т/С «УНИВЕР» 19.00 Т/С «ИНТЕРНЫ» 19.30 «СЧАСТЛИВЫ ВМЕСТЕ» 20.00 Т/С «ИНТЕРНЫ» 21.00 Х/Ф «ПОЛУПРОФЕССИОНАЛ» 23.00 ДОМ-2 00.30 СЕКС С А.ЧЕХОВОЙ 01.00 КОМЕДИ-КЛАБ 02.00 Т/С «КАЙЛ ХУ» 02.50 ДОМ-2 03.45 «БФ» (123, 1832, 289, 2104)
channel-logo: ДТВ урал (991, 1790, 1158, 1827)
channel-column (814, 794, 988, 1257)
program-list: 5.00 ДОБРОЕ УТРО 9.00, 12.00 НОВОСТИ 9.10 ЖИТЬ ЗДОРОВО! 10.10 МАЛАХОВ + 11.20 КОНТРОЛЬНАЯ ЗАКУПКА 12.20 МОДНЫЙ ПРИГОВОР 13.20 ДЕТЕКТИВЫ 14.00 ДРУГИЕ НОВОСТИ 14.20 ПОНЯТЬ. ПРОСТИТЬ 15.00 НОВОСТИ 15.20 ХОЧУ ЗНАТЬ 15.50 Т/С «ОБРУЧАЛЬНОЕ КОЛЬЦО» 16.50 ФЕДЕРАЛЬНЫЙ СУДЬЯ 18.00 НОВОСТИ 18.20 Т/С «СЛЕД» 19.00 ДАВАЙ ПОЖЕНИМСЯ! 20.00 ПУСТЬ ГОВОРЯТ 21.00 ВРЕМЯ 21.30 Т/С «СЕМЕЙНЫЙ ДОМ» 22.30 СРЕДА ОБИТАНИЯ 23.30 НОВОСТИ 23.50 НА НОЧЬ ГЛЯДЯ 00.50 Х/Ф «НИКОГДА НЕ СДАВАЙСЯ» 02.50 Х/Ф «ТАЙНЫЙ МИР» (123, 1347, 266, 1655)
program-list: 5.00 ДОБРОЕ УТРО 9.00, 12.00 НОВОСТИ 9.10 ЖИТЬ ЗДОРОВО! 10.10 МАЛАХОВ + 11.20 КОНТРОЛЬНАЯ ЗАКУПКА 12.20 МОДНЫЙ ПРИГОВОР 13.20 ДЕТЕКТИВЫ 14.00 ДРУГИЕ НОВОСТИ 14.20 ПОНЯТЬ. ПРОСТИТЬ 15.00 НОВОСТИ 15.20 ХОЧУ ЗНАТЬ 15.50 Т/С «ОБРУЧАЛЬНОЕ КОЛЬЦО» 16.50 ФЕДЕРАЛЬНЫЙ СУДЬЯ 18.00 НОВОСТИ 18.20 Т/С «СЛЕД» 19.00 ДАВАЙ ПОЖЕНИМСЯ! 19.40 ПУСТЬ ГОВОРЯТ 20.30 ВРЕМЯ 21.00 ФУТБОЛ. ЧЕМПИОНАТ ЕВРОПЫ 2012. СБОРНАЯ РОССИИ - СБОРНАЯ СЛОВАКИИ 23.00 Д/Ф «ПЕРВАЯ ЛЮБОВЬ» 00.00 НОВОСТИ 00.20 НА НОЧЬ ГЛЯДЯ 01.20 Х/Ф «ЗНАКОМЬТЕСЬ, ДЖО БЛЭК» (123, 355, 286, 675)
channel-column (294, 309, 468, 790)
channel-logo: РОССИЯ 2 (817, 1305, 985, 1342)
channel-logo: РЕН урал (470, 798, 638, 835)
channel-logo: ОТВ (1338, 1305, 1506, 1342)
channel-column (294, 1786, 468, 2267)
program-list: 6.30 КАНАЛ «ЕВРОНЬЮС» 10.00 НОВОСТИ КУЛЬТУРЫ 10.20 ГЛАВНАЯ РОЛЬ 10.45 Х/Ф «НА ОТДЫХЕ» 11.50 ДОКУМ. ФИЛЬМЫ 14.00 МОЙ ЭРМИТАЖ 14.25 Т/С «ДЕНЬ ЗА ДНЕМ» 15.30 НОВОСТИ КУЛЬТУРЫ 15.40 МУЛЬТФИЛЬМЫ 16.10 Т/С «ПРИНЦЕССА ИЗ МАНДЖИТУРА» 16.35 Д/Ф «ОБЕЗЬЯНЫ-ВОРИШКИ» 17.05 ОТДЕЛ 17.35 ЗВЕЗДЫ МИРОВОЙ ОПЕРНОЙ СЦЕНЫ 18.35 «ГОЛАЯ НАУКА» 19.30 НОВОСТИ КУЛЬТУРЫ 19.45 ГЛАВНАЯ РОЛЬ 20.05 ВЛАСТЬ ФАКТА 20.45 БОЛЬШЕ, ЧЕМ ЛЮБОВЬ 21.25 ACADEMIA 22.10 ОТДЕЛ 22.40 АПОКРИФ 23.30 НОВОСТИ КУЛЬТУРЫ 23.50 Д/Ф «ПЫТАЯ СТРАСТЬЮ» 01.20 Ф.МЕНДЕЛЬСОН. КОНЦЕРТ ДЛЯ СКРИПКИ С ОРКЕСТРОМ 01.55 ACADEMIA 02.40 ДОКУМ. ФИЛЬМ (643, 355, 805, 699)
page-number-badge (128, 93, 270, 212)
channel-logo: ТНТ УРАЛ (123, 1790, 291, 1827)
channel-column (467, 1786, 641, 2267)
channel-column (1161, 309, 1335, 790)
channel-column (988, 309, 1162, 790)
channel-logo: 4 (297, 1790, 465, 1827)
channel-column (120, 1301, 294, 1782)
channel-logo: 5 (817, 1790, 985, 1827)
channel-logo: РОССИЯ 1 (297, 313, 465, 350)
channel-column (988, 1301, 1162, 1782)
schedule-grid-top (120, 307, 1508, 790)
program-list: 6.00, 9.30 «НОВОСТИ 24» 6.30, 17.00, 20.30, 04.40 «ГРОМКОЕ ДЕЛО» 7.00 «36,6» 7.30 «ЗВАНЫЙ УЖИН» 8.30 Т/С «СОЛДАТЫ - 10» 10.00, 18.30 «ЧЕСТНО» 11.00 «ЧАС СУДА» 12.00 «ЭКСТРЕННЫЙ ВЫЗОВ» 12.30, 16.30 «НОВОСТИ 24» 13.00 «ЗВАНЫЙ УЖИН» 14.00 «НЕ ВРИ МНЕ!» 15.00 «ДАВАЙТЕ РАЗБЕРЕМСЯ!» 16.00 «ЭКСТРЕННЫЙ ВЫЗОВ» 17.30 Т/С «ЧЕРКИЗОНА. ОДНОРАЗОВЫЕ ЛЮДИ» 19.30, 23.30 «НОВОСТИ 24» 21.30 «ДУРАКИ И ДОРОГИ» 22.30 «СПРАВЕДЛИВОСТЬ» 00.00 Т/С «УЛИЦЫ РАЗБИТЫХ ФОНАРЕЙ. МЕНТЫ - 4» 01.00 Х/Ф «ТЕХАССКАЯ РЕЗНЯ БЕНЗОПИЛОЙ: НАЧАЛО» 02.50 «ПОКЕР-ДУЭЛЬ» 03.40 Т/С «ЖЕЛАННАЯ» (470, 1832, 630, 2128)
channel-logo: ТВЦ (991, 313, 1158, 350)
channel-column (1335, 794, 1509, 1257)
program-list: 6.00 «НАСТРОЕНИЕ» 8.25 Х/Ф «БЕЗ ВИДИМЫХ ПРИЧИН» 9.55 Х/Ф «КАЖДЫЙ ВЕЧЕР В ОДИННАДЦАТЬ» 11.30, 14.30 СОБЫТИЯ 11.45 Х/Ф «ВСЁ ЗОЛОТО МИРА», 3 И 4 СЕРИИ 13.40 ДОКАЗАТЕЛЬСТВА ВИНЫ 14.45 «ДЕЛОВАЯ МОСКВА» 15.10 «ПЕТРОВКА, 38» 15.30 Т/С «ДЕТЕКТИВНОЕ АГЕНТСТВО «ЛУННЫЙ СВЕТ» 16.30 ФИЛЬМ ЛЕОНИДА МЛЕЧИНА 17.20 «ПЕТРОВКА, 38» 17.50 «РЕПОРТЕР» 18.10 МУЛЬТФИЛЬМЫ 18.55 Т/С «РЕКА-МОРЕ» 19.55 ЛИЦОМ К ГОРОДУ 20.30, 00.00 СОБЫТИЯ 21.05 Х/Ф «ОХОТА ЗА ТЕНЬЮ» 23.05 «ДОБРАЯ ПРИНЦИПИАЛЬНОСТЬ» 00.35 Х/Ф «БАЛЛАДА О ДОБЛЕСТНОМ РЫЦАРЕ АЙВЕНГО» 02.20 Х/Ф «СИНЯЯ БОРОДА» 04.10 Х/Ф «КТО ЗАПЛАТИТ ЗА УДАЧУ» (990, 1347, 1158, 1667)
section-logo: ТВ-программа (537, 102, 861, 177)
channel-logo: РОССИЯ 1 (297, 1305, 465, 1342)
program-list: 6.00 МУЛЬТФИЛЬМЫ 7.00 ДОКУМ. ФИЛЬМЫ 9.00 ДОМАШНИЙ РЕСТОРАН 10.00 Т/С «КУКОЛЬНЫЙ ДОМ» 11.00, 19.00 Т/С «КОСТИ» 12.00 ДОКУМ. ФИЛЬМЫ 17.00 Т/С «КРУЗО» 18.00 Т/С «КУКОЛЬНЫЙ ДОМ» 20.00 ДОКУМ. ФИЛЬМЫ 22.00 Х/Ф «ДИНОКРОК ПРОТИВ ДИНОЗАВРА» 00.00 Т/С «ЗА ГРАНЬЮ ВОЗМОЖНОГО» 01.00 Т/С «ЗВЕЗДНЫЙ КОРАБЛЬ ГАЛАКТИКА» 02.00 Х/Ф «ГОНЧИЕ АДА» 04.00 Т/С «БАФФИ - ИСТРЕБИТЕЛЬНИЦА ВАМПИРОВ» 05.00 Т/С «ЗЕНА - КОРОЛЕВА ВОИНОВ» (1337, 1832, 1498, 2069)
